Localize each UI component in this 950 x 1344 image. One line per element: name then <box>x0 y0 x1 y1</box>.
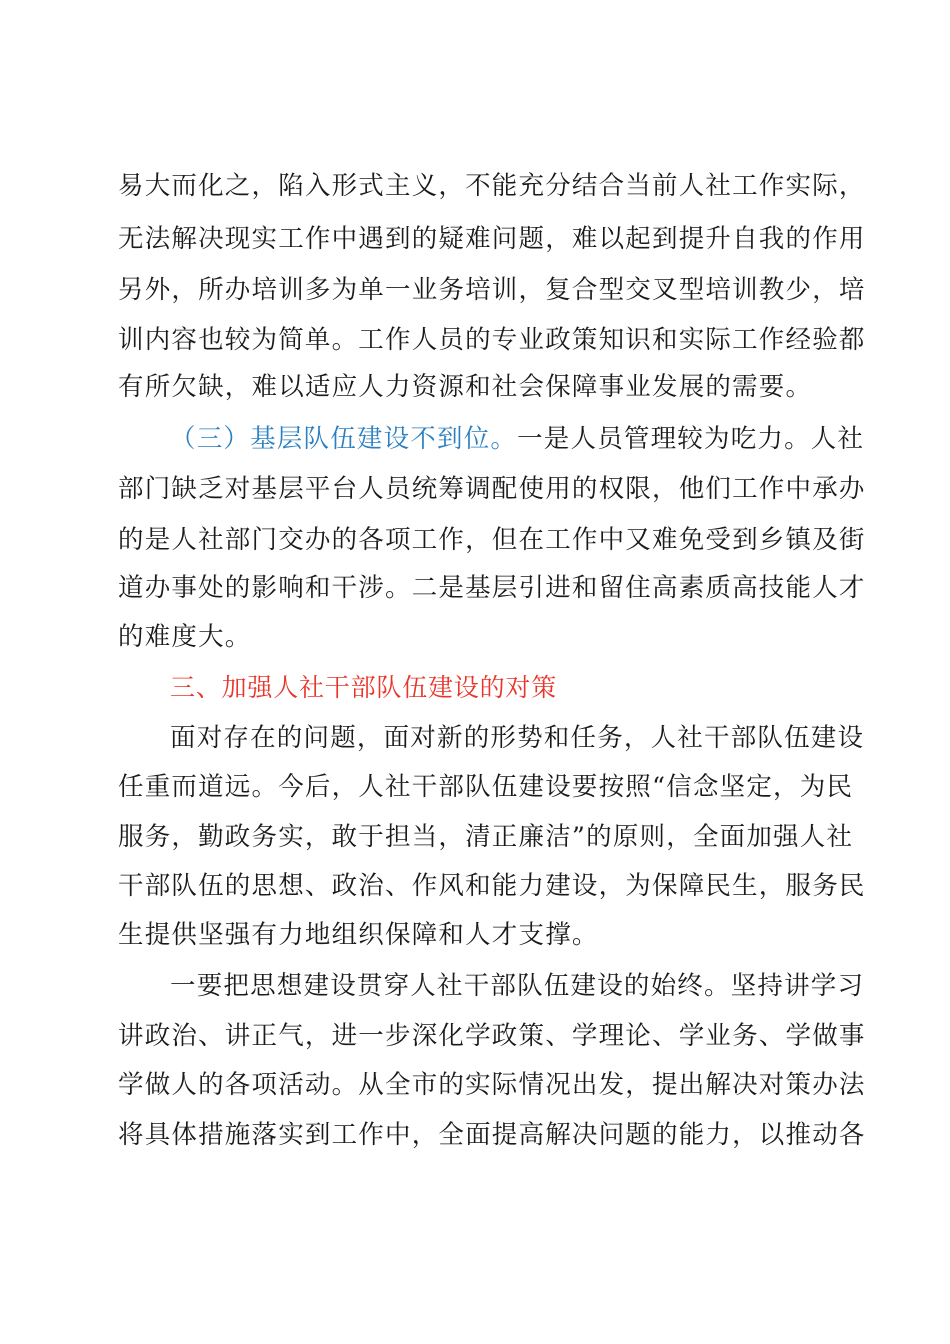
paragraph-line: 无法解决现实工作中遇到的疑难问题，难以起到提升自我的作用 <box>118 224 866 254</box>
paragraph-line: 服务，勤政务实，敢于担当，清正廉洁”的原则，全面加强人社 <box>118 822 854 852</box>
paragraph-line: 讲政治、讲正气，进一步深化学政策、学理论、学业务、学做事 <box>118 1021 866 1051</box>
paragraph-line: 训内容也较为简单。工作人员的专业政策知识和实际工作经验都 <box>118 325 866 355</box>
paragraph-line: 任重而道远。今后，人社干部队伍建设要按照“信念坚定，为民 <box>118 772 854 802</box>
section-heading: 三、加强人社干部队伍建设的对策 <box>170 673 558 702</box>
paragraph-line: 生提供坚强有力地组织保障和人才支撑。 <box>118 920 599 950</box>
paragraph-line: 的是人社部门交办的各项工作，但在工作中又难免受到乡镇及街 <box>118 525 866 555</box>
paragraph-line: 一要把思想建设贯穿人社干部队伍建设的始终。坚持讲学习 <box>170 971 865 1001</box>
paragraph-line: 干部队伍的思想、政治、作风和能力建设，为保障民生，服务民 <box>118 871 866 901</box>
paragraph-line: 道办事处的影响和干涉。二是基层引进和留住高素质高技能人才 <box>118 573 866 603</box>
paragraph-line: 面对存在的问题，面对新的形势和任务，人社干部队伍建设 <box>170 723 865 753</box>
paragraph-line: 的难度大。 <box>118 622 252 652</box>
paragraph-line: 另外，所办培训多为单一业务培训，复合型交叉型培训教少，培 <box>118 275 866 305</box>
paragraph-line: 部门缺乏对基层平台人员统筹调配使用的权限，他们工作中承办 <box>118 474 866 504</box>
paragraph-line: 易大而化之，陷入形式主义，不能充分结合当前人社工作实际， <box>118 171 866 201</box>
subsection-heading: （三）基层队伍建设不到位。 <box>170 424 518 454</box>
subsection-line <box>170 419 865 459</box>
paragraph-line: 将具体措施落实到工作中，全面提高解决问题的能力，以推动各 <box>118 1120 866 1150</box>
paragraph-line: 学做人的各项活动。从全市的实际情况出发，提出解决对策办法 <box>118 1070 866 1100</box>
paragraph-line: 有所欠缺，难以适应人力资源和社会保障事业发展的需要。 <box>118 372 813 402</box>
subsection-body-text: 一是人员管理较为吃力。人社 <box>517 424 865 454</box>
